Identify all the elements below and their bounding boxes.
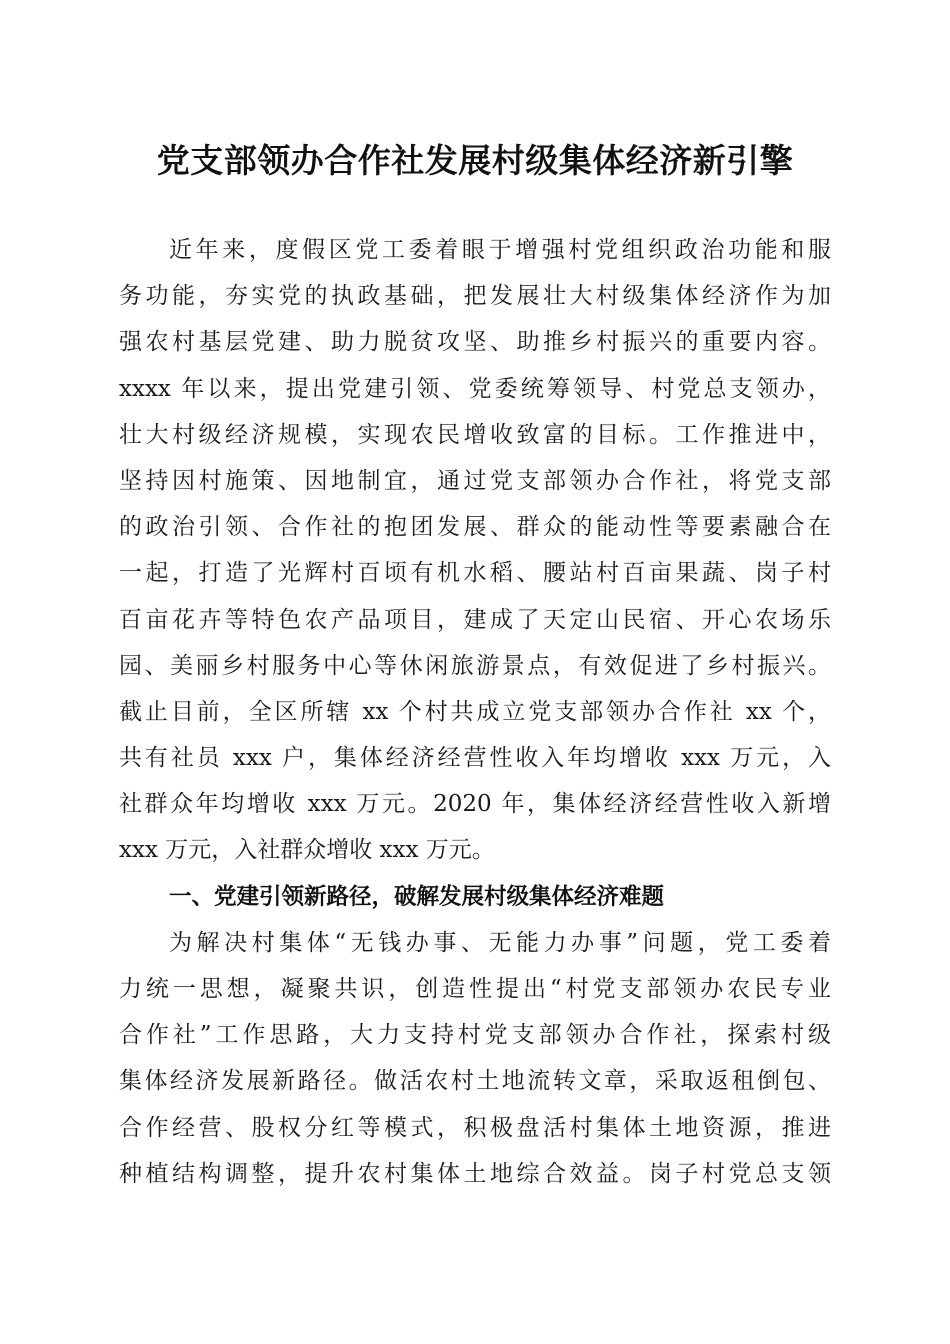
paragraph-line: 近年来，度假区党工委着眼于增强村党组织政治功能和服 bbox=[169, 237, 831, 263]
paragraph-line: 强农村基层党建、助力脱贫攻坚、助推乡村振兴的重要内容。 bbox=[119, 329, 831, 356]
document-title: 党支部领办合作社发展村级集体经济新引擎 bbox=[156, 141, 794, 180]
paragraph-line: 务功能，夯实党的执政基础，把发展壮大村级集体经济作为加 bbox=[119, 283, 831, 310]
paragraph-line: xxxx 年以来，提出党建引领、党委统筹领导、村党总支领办， bbox=[119, 375, 831, 402]
paragraph-line: 种植结构调整，提升农村集体土地综合效益。岗子村党总支领 bbox=[119, 1160, 831, 1187]
document-body bbox=[119, 227, 831, 1197]
paragraph-line: 坚持因村施策、因地制宜，通过党支部领办合作社，将党支部 bbox=[119, 467, 831, 494]
paragraph-line: 的政治引领、合作社的抱团发展、群众的能动性等要素融合在 bbox=[119, 514, 831, 541]
paragraph-line: 合作社”工作思路，大力支持村党支部领办合作社，探索村级 bbox=[119, 1022, 831, 1049]
paragraph-line: 社群众年均增收 xxx 万元。2020 年，集体经济经营性收入新增 bbox=[119, 791, 831, 818]
paragraph-line: xxx 万元，入社群众增收 xxx 万元。 bbox=[119, 837, 495, 864]
section-heading: 一、党建引领新路径，破解发展村级集体经济难题 bbox=[169, 883, 665, 910]
paragraph-line: 共有社员 xxx 户，集体经济经营性收入年均增收 xxx 万元，入 bbox=[119, 745, 831, 772]
paragraph-line: 力统一思想，凝聚共识，创造性提出“村党支部领办农民专业 bbox=[119, 976, 831, 1002]
paragraph-line: 百亩花卉等特色农产品项目，建成了天定山民宿、开心农场乐 bbox=[119, 606, 831, 633]
paragraph-line: 集体经济发展新路径。做活农村土地流转文章，采取返租倒包、 bbox=[119, 1068, 831, 1095]
paragraph-line: 截止目前，全区所辖 xx 个村共成立党支部领办合作社 xx 个， bbox=[119, 698, 831, 725]
paragraph-line: 园、美丽乡村服务中心等休闲旅游景点，有效促进了乡村振兴。 bbox=[119, 652, 831, 679]
paragraph-line: 为解决村集体“无钱办事、无能力办事”问题，党工委着 bbox=[169, 929, 831, 956]
paragraph-line: 一起，打造了光辉村百顷有机水稻、腰站村百亩果蔬、岗子村 bbox=[119, 560, 831, 587]
paragraph-line: 合作经营、股权分红等模式，积极盘活村集体土地资源，推进 bbox=[119, 1114, 831, 1141]
paragraph-line: 壮大村级经济规模，实现农民增收致富的目标。工作推进中， bbox=[119, 421, 831, 448]
